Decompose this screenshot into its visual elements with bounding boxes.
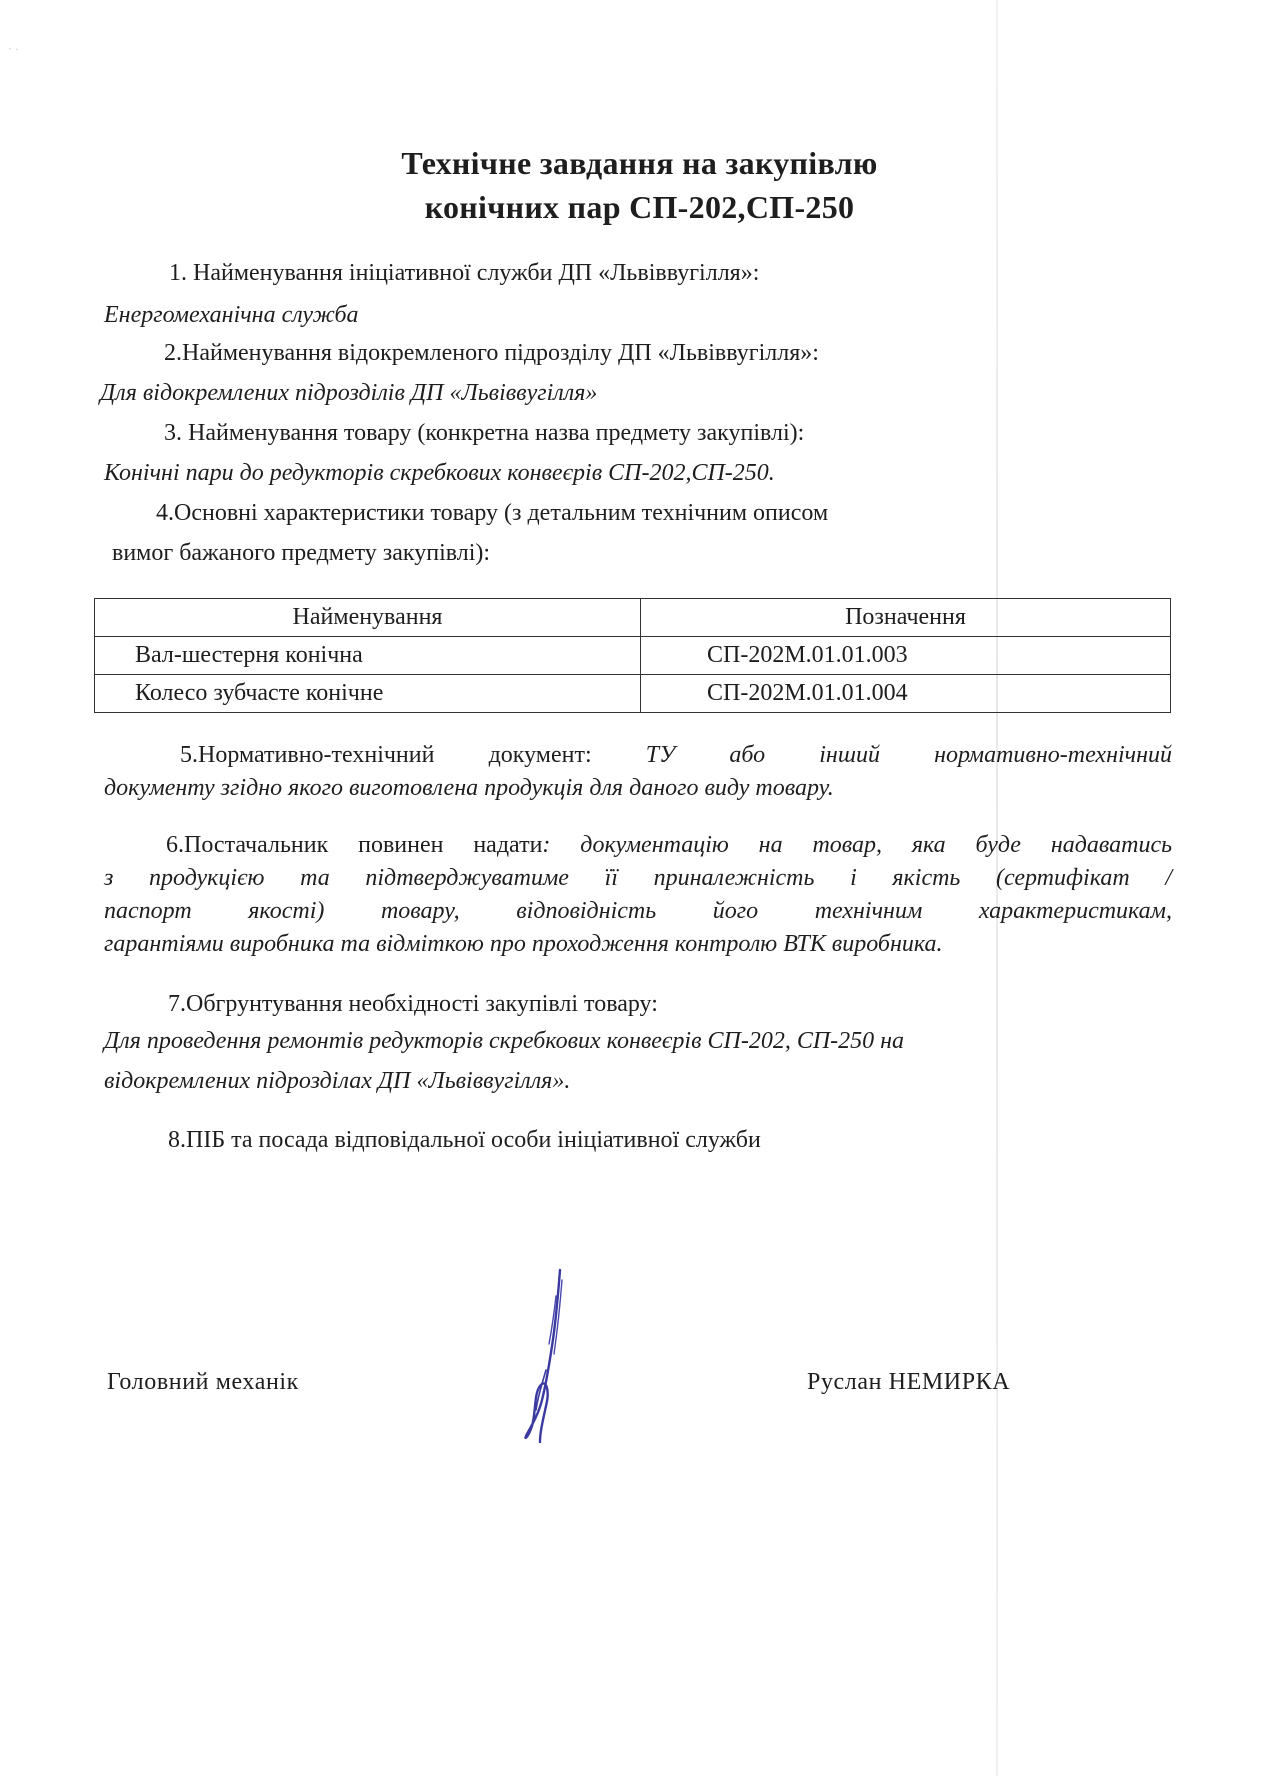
table-header-designation: Позначення: [641, 599, 1171, 637]
item4-label-line1: 4.Основні характеристики товару (з детальним технічним описом: [156, 500, 829, 526]
item7-value-line2: відокремлених підрозділах ДП «Львіввугілля».: [104, 1068, 571, 1094]
item8-label: 8.ПІБ та посада відповідальної особи ініціативної служби: [168, 1127, 761, 1153]
item3-label: 3. Найменування товару (конкретна назва предмету закупівлі):: [164, 420, 805, 446]
item3-value: Конічні пари до редукторів скребкових конвеєрів СП-202,СП-250.: [104, 460, 775, 486]
item7-value-line1: Для проведення ремонтів редукторів скребкових конвеєрів СП-202, СП-250 на: [104, 1028, 905, 1054]
item6-value-line4: гарантіями виробника та відміткою про проходження контролю ВТК виробника.: [104, 931, 943, 957]
item5-paragraph: [104, 739, 1172, 805]
table-header-name: Найменування: [95, 599, 641, 637]
table-header-row: [95, 599, 1171, 637]
table-row: [95, 637, 1171, 675]
scan-artifact: ‧ ·: [8, 42, 19, 56]
item2-value: Для відокремлених підрозділів ДП «Львіввугілля»: [100, 380, 598, 406]
item5-value-line1: ТУ або інший нормативно-технічний: [645, 742, 1172, 768]
item7-label: 7.Обгрунтування необхідності закупівлі товару:: [168, 991, 658, 1017]
item5-value-line2: документу згідно якого виготовлена продукція для даного виду товару.: [104, 775, 834, 801]
item6-label: 6.Постачальник повинен надати: [166, 832, 543, 858]
item6-paragraph: [104, 829, 1172, 961]
item6-value-line1: документацію на товар, яка буде надаватись: [580, 832, 1173, 858]
document-title-line1: Технічне завдання на закупівлю: [401, 145, 878, 181]
item1-value: Енергомеханічна служба: [104, 302, 359, 328]
item6-value-line2: з продукцією та підтверджуватиме її приналежність і якість (сертифікат /: [104, 865, 1172, 891]
item6-value-line3: паспорт якості) товару, відповідність його технічним характеристикам,: [104, 898, 1172, 924]
signatory-position: Головний механік: [107, 1369, 299, 1395]
item2-label: 2.Найменування відокремленого підрозділу ДП «Львіввугілля»:: [164, 340, 819, 366]
spec-table: [94, 598, 1171, 713]
handwritten-signature: [516, 1266, 586, 1446]
item4-label-line2: вимог бажаного предмету закупівлі):: [112, 540, 491, 566]
table-cell-name: Колесо зубчасте конічне: [95, 675, 641, 713]
document-title-line2: конічних пар СП-202,СП-250: [424, 189, 855, 225]
table-cell-designation: СП-202М.01.01.004: [641, 675, 1171, 713]
item6-colon: :: [542, 832, 551, 858]
table-cell-name: Вал-шестерня конічна: [95, 637, 641, 675]
item5-label: 5.Нормативно-технічний документ:: [180, 742, 592, 768]
table-cell-designation: СП-202М.01.01.003: [641, 637, 1171, 675]
signatory-name: Руслан НЕМИРКА: [807, 1369, 1011, 1395]
table-row: [95, 675, 1171, 713]
item1-label: 1. Найменування ініціативної служби ДП «Львіввугілля»:: [169, 260, 760, 286]
